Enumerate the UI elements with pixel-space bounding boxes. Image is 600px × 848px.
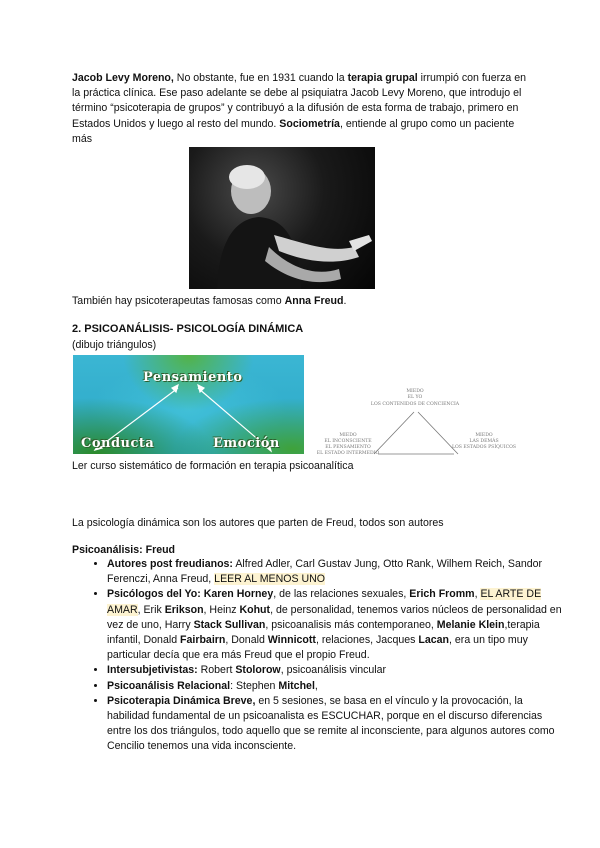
bw-right-2: LAS DEMÁS <box>469 439 499 444</box>
subheading-psicoanalisis-freud: Psicoanálisis: Freud <box>72 544 176 556</box>
triangle-label-conducta: Conducta <box>81 436 155 451</box>
bw-right-3: LOS ESTADOS PSÍQUICOS <box>451 445 517 450</box>
bw-left-1: MIEDO <box>339 433 357 438</box>
bw-top-3: LOS CONTENIDOS DE CONCIENCIA <box>370 402 460 407</box>
bw-top-1: MIEDO <box>406 389 424 394</box>
authors-list <box>72 557 567 755</box>
bw-top-2: EL YO <box>407 395 423 400</box>
paragraph-moreno: Jacob Levy Moreno, No obstante, fue en 1931 cuando la terapia grupal irrumpió con fuerza en la práctica clínica. Ese paso adelante se debe al psiquiatra Jacob Levy Moreno, que introdujo el término “psicoterapia de grupos” y contribuyó a la difusión de esta forma de trabajo, primero en Estados Unidos y luego al resto del mundo. Sociometría, entiende al grupo como un paciente más <box>72 72 527 145</box>
moreno-photo-figure <box>189 147 375 289</box>
paragraph-ler-curso: Ler curso sistemático de formación en terapia psicoanalítica <box>72 460 354 472</box>
triangle-diagram-bw <box>316 384 517 458</box>
section-heading: 2. PSICOANÁLISIS- PSICOLOGÍA DINÁMICA <box>72 323 304 335</box>
paragraph-psicologia-dinamica: La psicología dinámica son los autores que parten de Freud, todos son autores <box>72 517 444 529</box>
section-subtitle: (dibujo triángulos) <box>72 339 157 351</box>
moreno-photo <box>189 147 375 289</box>
bw-left-4: EL ESTADO INTERMEDIO <box>316 451 380 456</box>
list-item: • Psicoterapia Dinámica Breve, en 5 sesiones, se basa en el vínculo y la provocación, la habilidad fundamental de un psicoanalista es ESCUCHAR, porque en el discurso diferencias entre los dos triángulos, todo aquello que se remite al inconsciente, para algunos autores como Cencilio tenemos una vida inconsciente. <box>107 694 567 755</box>
list-item: • Intersubjetivistas: Robert Stolorow, psicoanálisis vincular <box>107 663 567 678</box>
bw-left-2: EL INCONSCIENTE <box>324 439 372 444</box>
triangle-label-pensamiento: Pensamiento <box>143 370 243 385</box>
list-item: • Autores post freudianos: Alfred Adler, Carl Gustav Jung, Otto Rank, Wilhem Reich, Sandor Ferenczi, Anna Freud, LEER AL MENOS UNO <box>107 557 567 587</box>
triangle-label-emocion: Emoción <box>213 436 280 451</box>
triangle-diagram-color <box>73 355 304 454</box>
list-item: • Psicoanálisis Relacional: Stephen Mitchel, <box>107 679 567 694</box>
paragraph-anna-freud: También hay psicoterapeutas famosas como Anna Freud. <box>72 295 347 307</box>
bw-left-3: EL PENSAMIENTO <box>325 445 371 450</box>
bw-right-1: MIEDO <box>475 433 493 438</box>
list-item: • Psicólogos del Yo: Karen Horney, de las relaciones sexuales, Erich Fromm, EL ARTE DE AMAR, Erik Erikson, Heinz Kohut, de personalidad, tenemos varios núcleos de personalidad en vez de uno, Harry Stack Sullivan, psicoanalisis más contemporaneo, Melanie Klein,terapia infantil, Donald Fairbairn, Donald Winnicott, relaciones, Jacques Lacan, era un tipo muy particular decía que era más Freud que el propio Freud. <box>107 587 567 663</box>
